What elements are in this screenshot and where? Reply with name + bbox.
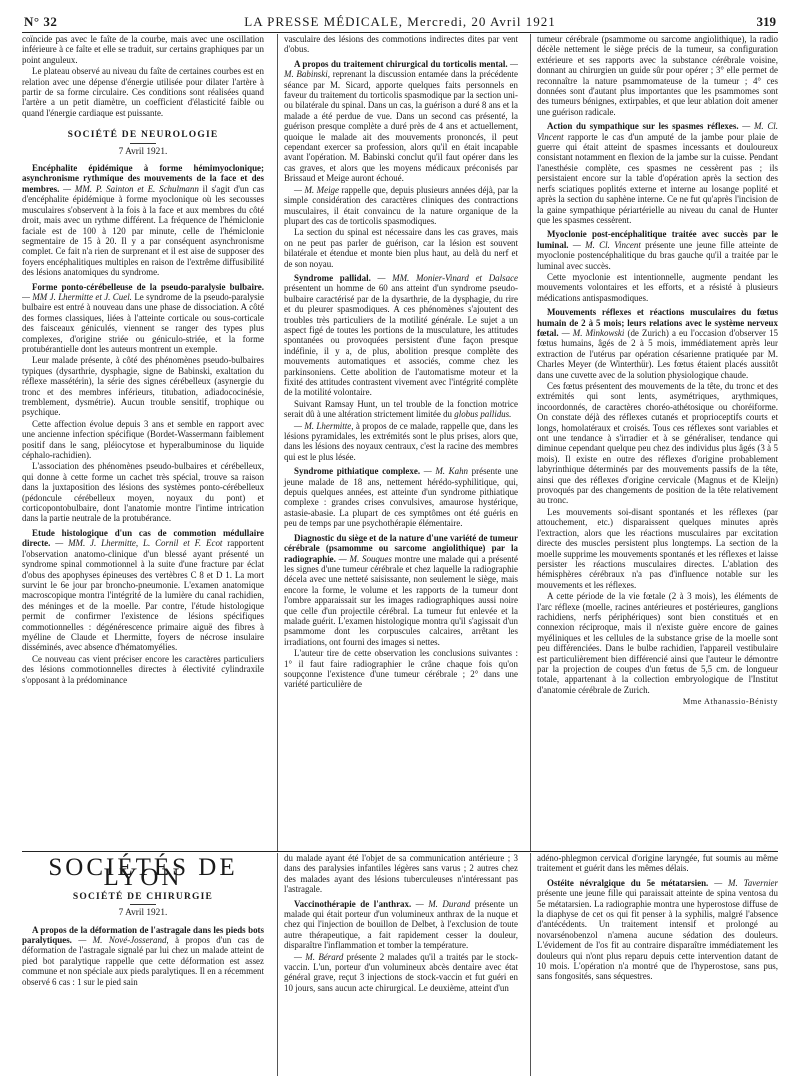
article-text: il s'agit d'un cas d'encéphalite épidémique à forme myoclonique où les secousses musculaires s'observent à la fois à la face et aux membres du côté droit, mais avec un rythme différent. La fréquence de l'hémiclonie faciale est de 100 à 120 par minute, celle de l'hémiclonie segmentaire de 15 à 20. Il y a par conséquent asynchronisme complet. Ce fait n'a rien de surprenant et il est aise de supposer des foyers encéphalitiques multiples en raison de l'extrême diffusibilité des lésions anatomiques du syndrome. [22,183,264,278]
article-authors: — M. Kahn [423,466,469,477]
paragraph: Le plateau observé au niveau du faîte de certaines courbes est en relation avec une dépense d'énergie utilisée pour dilater l'artère à partir de sa forme circulaire. Ces conditions sont réalisées quand l'artère a un petit diamètre, un coefficient d'élasticité faible ou quand l'énergie cardiaque est puissante. [22,66,264,118]
article [537,121,778,225]
paragraph: du malade ayant été l'objet de sa communication antérieure ; 3 dans des paralysies infantiles légères sans varus ; 2 autres chez des malades ayant des lésions tuberculeuses n'intéressant pas l'astragale. [284,853,518,895]
article [284,59,518,184]
paragraph: La section du spinal est nécessaire dans les cas graves, mais on ne peut pas parler de guérison, car la lésion est souvent bilatérale et étendue et monte bien plus haut, au delà du nerf et de son noyau. [284,227,518,269]
paragraph [284,185,518,227]
article-text: présentent un homme de 60 ans atteint d'un syndrome pseudo-bulbaire caractérisé par de la dysarthrie, de la dysphagie, du rire et du pleurer spasmodiques. A ces phénomènes s'ajoutent des troubles très particuliers de la motilité générale. Le sujet a un aspect figé de toutes les portions de la musculature, les attitudes spontanées ou provoquées persistent d'une façon presque indéfinie, il y a, de plus, abolition presque complète des mouvements automatiques et associés, comme chez les parkinsoniens. Cette abolition de l'automatisme moteur et la fixité des attitudes contrastent vivement avec l'intégrité complète de la motilité volontaire. [284,283,518,398]
article [284,899,518,951]
masthead-title: LA PRESSE MÉDICALE, Mercredi, 20 Avril 1921 [244,14,556,29]
article [284,466,518,528]
article-title: Vaccinothérapie de l'anthrax. [294,898,412,909]
session-date: 7 Avril 1921. [118,146,168,157]
article-authors: — M. Lhermitte, [294,420,354,431]
article [22,282,264,355]
divider [130,143,156,144]
article-title: Diagnostic du siège et de la nature d'une variété de tumeur cérébrale (psamomme ou sarcome angiolithique) par la radiographie. [284,532,518,564]
divider [130,904,156,905]
page-number: 319 [756,14,776,29]
article-authors: — M. Tavernier [714,877,778,888]
article-text: montre une malade qui a présenté les signes d'une tumeur cérébrale et chez laquelle la radiographie décela avec une netteté saisissante, non seulement le siège, mais encore la forme, le volume et les rapports de la tumeur dont l'ombre apparaissait sur les images radiographiques aussi noire que celle d'un projectile cérébral. La tumeur fut enlevée et la malade guérit. L'examen histologique montra qu'il s'agissait d'un psammome dont les corpuscules calcaires, arrêtant les irradiations, ont fourni des images si nettes. [284,553,518,647]
article-title: Syndrome pallidal. [294,272,371,283]
article-authors: — MM J. Lhermitte et J. Cuel. [22,291,132,302]
article-authors: — M. Cl. Vincent [537,121,778,142]
bottom-column-3 [530,853,778,1076]
article-title: Mouvements réflexes et réactions musculaires du fœtus humain de 2 à 5 mois; leurs relations avec le système nerveux fœtal. [537,307,778,338]
article-authors: — M. Durand [415,898,471,909]
article-text: rapporte le cas d'un amputé de la jambe pour plaie de guerre qui était atteint de spasmes incessants et douloureux consistant notamment en flexion de la jambe sur la cuisse. Pendant l'anesthésie complète, ces spasmes ne cessèrent pas ; ils persistaient encore sur la table d'opération après la section des nerfs sciatiques poplités externe et interne au losange poplité et après la section du saphène interne. Ce ne fut qu'après l'incision de la gaine sympathique périartérielle au niveau du canal de Hunter que les spasmes cessèrent. [537,131,778,225]
society-heading: SOCIÉTÉ DE NEUROLOGIE [67,130,219,141]
paragraph: Ces fœtus présentent des mouvements de la tête, du tronc et des extrémités qui sont lents, asymétriques, arythmiques, incoordonnés, de caractères choréo-athétosique ou choréiforme. On constate déjà des réflexes cutanés et proprioceptifs courts et longs, homolatéraux et croisés. Tous ces réflexes sont variables et ont une tendance à s'irradier et à se généraliser, tendance qui diminue cependant quelque peu chez des individus plus âgés (3 à 5 mois). Il existe en outre des réflexes d'origine probablement labyrinthique déterminés par des mouvements passifs de la tête, ainsi que des réflexes d'origine cervicale (Magnus et de Kleijn) provoqués par des changements de position de la tête relativement au tronc. [537,381,778,506]
section-heading: SOCIÉTÉS DE LYON [48,854,238,892]
issue-number: N° 32 [24,14,58,29]
author-signature: Mme Athanassio-Bénisty [682,697,778,707]
newspaper-page [22,10,778,1076]
article-authors: — M. Cl. Vincent [572,239,641,250]
society-heading: SOCIÉTÉ DE CHIRURGIE [72,891,214,902]
article-authors: — M. Nové-Josserand, [78,935,169,946]
paragraph [284,421,518,463]
paragraph: vasculaire des lésions des commotions indirectes dites par vent d'obus. [284,34,518,55]
article-title: Encéphalite épidémique à forme hémimyoclonique; asynchronisme rythmique des mouvements de la face et des membres. [22,163,264,194]
article-text: reprenant la discussion entamée dans la précédente séance par M. Sicard, apporte quelques faits personnels en faveur du traitement du torticolis spasmodique par la section uni- ou bilatérale du spinal. Dans un cas, la guérison a duré 8 ans et la malade a été perdue de vue. Dans un second cas présenté, la guérison presque complète a duré près de 4 ans et actuellement, quoique le malade ait des mouvements prononcés, il peut cependant exercer sa profession, alors qu'il en était incapable avant l'opération. M. Babinski conclut qu'il faut opérer dans les cas graves, et alors que les moyens médicaux préconisés par Brissaud et Meige auront échoué. [284,69,518,184]
article-text: présente une jeune fille qui paraissait atteinte de spina ventosa du 5e métatarsien. La radiographie montra une hyperostose diffuse de la diaphyse de cet os qui fit penser à la syphilis, malgré l'absence d'antécédents. Un traitement intensif et prolongé au novarsénobenzol n'amena aucune sédation des douleurs. L'évidement de l'os fit au contraire disparaître immédiatement les douleurs qui n'ont plus reparu depuis cette intervention datant de 10 mois. L'opération n'a montré que de l'hyperostose, sans pus, sans fongosités, sans séquestres. [537,888,778,982]
article-title: Forme ponto-cérébelleuse de la pseudo-paralysie bulbaire. [32,281,264,292]
article-text: présente une jeune malade de 18 ans, nettement hérédo-syphilitique, qui, depuis quelques années, est atteinte d'un syndrome pithiatique complexe : grandes crises convulsives, amaurose hystérique, astasie-abasie. La plupart de ces symptômes ont été guéris en peu de temps par une psychothérapie élémentaire. [284,466,518,529]
article-title: A propos du traitement chirurgical du torticolis mental. [294,58,508,69]
page-header [22,10,778,33]
article-text: rapportent l'observation anatomo-clinique d'un blessé ayant présenté un syndrome spinal commotionnel à la suite d'une fracture par éclat d'obus des apophyses épineuses des vertèbres C 8 et D 1. La mort survint le 6e jour par broncho-pneumonie. L'examen anatomique macroscopique montra l'intégrité de la lumière du canal rachidien, des méninges et de la moelle. Par contre, l'étude histologique permit de confirmer l'existence de lésions spécifiques commotionnelles : dégénérescence primaire aiguë des fibres à myéline de Claude et Lhermitte, foyers de nécrose insulaire disséminés, avec absence d'hématomyélies. [22,538,264,653]
column-1 [22,34,264,851]
article-text: à propos de ce malade, rappelle que, dans les lésions pyramidales, les extrémités sont le plus prises, alors que, dans les lésions des noyaux centraux, c'est la racine des membres qui est le plus lésée. [284,420,518,462]
paragraph: Cette affection évolue depuis 3 ans et semble en rapport avec une ancienne infection spécifique (Bordet-Wassermann faiblement positif dans le sang, pléiocytose et hyperalbuminose du liquide céphalo-rachidien). [22,418,264,461]
article-text: présente un malade qui était porteur d'un volumineux anthrax de la nuque et chez qui l'injection de bouillon de Delbet, à l'exclusion de toute autre thérapeutique, a fait rapidement cesser la douleur, disparaître l'inflammation et tomber la température. [284,898,518,951]
article-text: à propos d'un cas de déformation de l'astragale signalé par lui chez un malade atteint de pied bot paralytique rappelle que cette déformation est assez commune et non spéciale aux pieds paralytiques. Il en a récemment observé 6 cas : 1 sur le pied sain [22,935,264,987]
article-authors: — M. Babinski, [284,58,518,80]
paragraph: adéno-phlegmon cervical d'origine laryngée, fut soumis au même traitement et guérit dans les mêmes délais. [537,853,778,874]
paragraph: tumeur cérébrale (psammome ou sarcome angiolithique), la radio décèle nettement le siège précis de la tumeur, sa configuration extérieure et ses rapports avec la substance cérébrale voisine, donnant au chirurgien un guide sûr pour opérer ; 3° elle permet de reconnaître la nature psammomateuse de la tumeur ; 4° ces données sont d'autant plus importantes que les psammomes sont des tumeurs bénignes, extirpables, et que leur ablation doit amener une guérison radicale. [537,34,778,117]
article-text: Le syndrome de la pseudo-paralysie bulbaire est entré à nouveau dans une phase de dissociation. A côté des formes classiques, liées à l'atteinte corticale ou sous-corticale des faisceaux géniculés, viennent se ranger des types plus complexes, d'origine striée ou géniculo-striée, et la forme protubérantielle dont les auteurs montrent un exemple. [22,291,264,354]
bottom-column-1 [22,853,264,1076]
paragraph: Cette myoclonie est intentionnelle, augmente pendant les mouvements volontaires et les efforts, et a résisté à plusieurs médications antispasmodiques. [537,271,778,303]
article [284,273,518,398]
article [284,533,518,647]
article-authors: — MM. P. Sainton et E. Schulmann [63,183,199,194]
column-3 [530,34,778,851]
article [537,307,778,380]
article-text: Suivant Ramsay Hunt, un tel trouble de la fonction motrice serait dû à une altération strictement limitée du [284,398,518,420]
article [537,229,778,271]
article-authors: — MM. J. Lhermitte, L. Cornil et F. Ecot [55,538,223,549]
article [537,878,778,982]
article [22,163,264,277]
article-title: Syndrome pithiatique complexe. [294,466,421,477]
paragraph: L'auteur tire de cette observation les conclusions suivantes : 1° il faut faire radiographier le crâne chaque fois qu'on soupçonne l'existence d'une tumeur cérébrale ; 2° dans une variété particulière de [284,648,518,690]
article-authors: — M. Meige [294,184,339,195]
article-title: Etude histologique d'un cas de commotion médullaire directe. [22,527,264,549]
column-2 [277,34,518,851]
article-authors: — M. Bérard [294,951,344,962]
paragraph: L'association des phénomènes pseudo-bulbaires et cérébelleux, qui donne à cette forme un cachet très spécial, trouve sa raison dans la juxtaposition des lésions des systèmes ponto-cérébelleux (pédoncule cérébelleux moyen, noyaux du pont) et corticopontobulbaire, dont l'anatomie montre l'intime intrication dans la partie neutrale de la protubérance. [22,461,264,524]
paragraph: Les mouvements soi-disant spontanés et les réflexes (par attouchement, etc.) disparaissent quelques minutes après l'extraction, alors que les réactions musculaires par excitation directe des muscles persistent plus longtemps. La section de la moelle supprime les mouvements spontanés et les réflexes et laisse persister les réactions musculaires directes. L'ablation des hémisphères cérébraux n'a pas d'influence notable sur les mouvements et les réflexes. [537,506,778,590]
paragraph: Leur malade présente, à côté des phénomènes pseudo-bulbaires typiques (dysarthrie, dysphagie, signe de Babinski, exaltation du réflexe massétérin), la série des signes cérébelleux (asynergie du tronc et des membres inférieurs, titubation, adiadococinésie, tremblement, dysmétrie). Aucun trouble sensitif, trophique ou psychique. [22,355,264,418]
article-text: présente 2 malades qu'il a traités par le stock-vaccin. L'un, porteur d'un volumineux abcès dentaire avec état général grave, reçut 3 injections de stock-vaccin et fut guéri en 10 jours, sans aucun acte chirurgical. Le deuxième, atteint d'un [284,951,518,993]
article-authors: — M. Souques [338,553,392,564]
bottom-column-2 [277,853,518,1076]
paragraph [284,399,518,420]
article-authors: — MM. Monier-Vinard et Dalsace [377,272,518,283]
latin-term: globus pallidus. [454,409,512,420]
article-text: (de Zurich) a eu l'occasion d'observer 15 fœtus humains, âgés de 2 à 5 mois, immédiatement après leur extraction de l'utérus par opération césarienne pratiquée par M. Charles Meyer (de Winterthür). Les fœtus étaient placés aussitôt dans une cuvette avec de la solution physiologique chaude. [537,327,778,380]
paragraph: coïncide pas avec le faîte de la courbe, mais avec une oscillation inférieure à ce faîte et elle se traduit, sur certains graphiques par un point anguleux. [22,34,264,65]
article-text: présente une jeune fille atteinte de myoclonie postencéphalitique du bras gauche qu'il a traitée par le luminal avec succès. [537,239,778,271]
paragraph: A cette période de la vie fœtale (2 à 3 mois), les éléments de l'arc réflexe (moelle, racines antérieures et postérieures, ganglions rachidiens, nerfs périphériques) sont bien constitués et en connexion réciproque, mais il n'existe guère encore de gaines myéliniques et les cellules de la substance grise de la moelle sont peu différenciées. Dans le bulbe rachidien, l'appareil vestibulaire est particulièrement bien différencié ainsi que l'auteur le démontre par la projection de coupes d'un fœtus de 5,5 cm. de longueur totale, appartenant à la collection embryologique de l'Institut d'anatomie cérébrale de Zurich. [537,591,778,695]
article [22,925,264,987]
paragraph [284,952,518,994]
top-section [22,34,778,852]
paragraph: Ce nouveau cas vient préciser encore les caractères particuliers des lésions commotionnelles directes à électivité cylindraxile s'opposant à la prédominance [22,653,264,685]
article-title: Myoclonie post-encéphalitique traitée avec succès par le luminal. [537,229,778,250]
article [22,528,264,653]
article-text: rappelle que, depuis plusieurs années déjà, par la simple considération des caractères cliniques des contractions musculaires, il était convaincu de la nature organique de la plupart des cas de torticolis spasmodiques. [284,184,518,226]
session-date: 7 Avril 1921. [118,908,168,919]
article-title: Ostéite névralgique du 5e métatarsien. [547,877,709,888]
article-title: A propos de la déformation de l'astragale dans les pieds bots paralytiques. [22,924,264,946]
bottom-section [22,853,778,1076]
article-authors: — M. Minkowski [561,327,625,338]
article-title: Action du sympathique sur les spasmes réflexes. [547,121,739,132]
